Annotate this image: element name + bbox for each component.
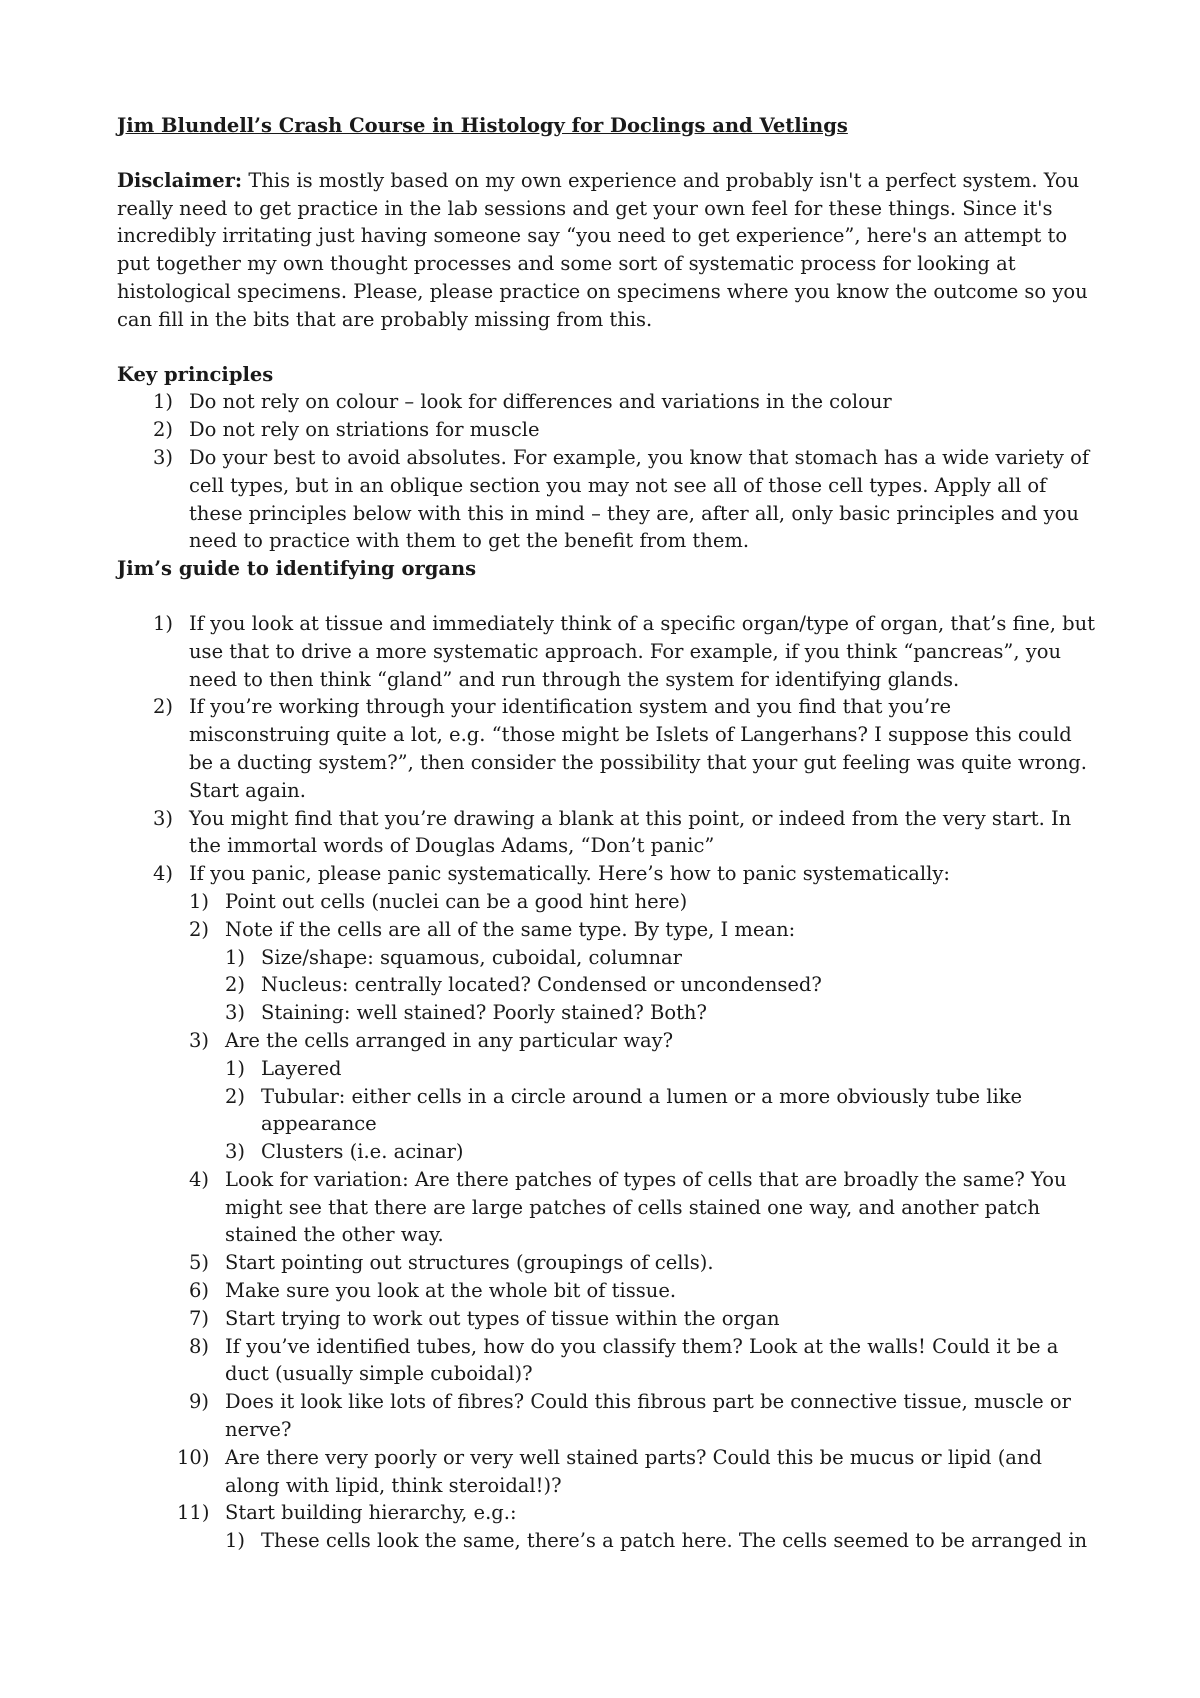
key-principles-heading: Key principles [117,362,274,386]
list-item [117,693,1097,804]
list-number: 2) [153,418,174,442]
disclaimer-paragraph [117,167,1097,334]
type-criteria-list [225,944,1097,1027]
list-item [117,444,1097,555]
list-number: 3) [225,1001,246,1025]
list-item-text: These cells look the same, there’s a patch here. The cells seemed to be arranged in [261,1529,1088,1553]
list-item-text: Look for variation: Are there patches of types of cells that are broadly the same? You might see that there are large patches of cells stained one way, and another patch stained the other way. [225,1167,1067,1247]
list-number: 3) [153,806,174,830]
list-item [225,1055,1097,1083]
list-item [189,1305,1097,1333]
disclaimer-label: Disclaimer: [117,168,243,192]
list-item [189,1388,1097,1444]
list-item-text: Start trying to work out types of tissue within the organ [225,1306,780,1330]
list-item [189,916,1097,1027]
document-page [117,112,1097,1555]
list-item [117,416,1097,444]
list-number: 10) [177,1445,210,1469]
list-number: 1) [153,390,174,414]
list-number: 4) [153,862,174,886]
key-principles-list [117,388,1097,555]
list-item-text: If you’ve identified tubes, how do you classify them? Look at the walls! Could it be a duct (usually simple cuboidal)? [225,1334,1059,1386]
list-number: 5) [189,1251,210,1275]
list-item [117,805,1097,861]
list-item-text: If you’re working through your identification system and you find that you’re misconstruing quite a lot, e.g. “those might be Islets of Langerhans? I suppose this could be a ducting system?”, then consider the possibility that your gut feeling was quite wrong. Start again. [189,695,1087,802]
list-item [225,1527,1097,1555]
list-item-text: If you look at tissue and immediately think of a specific organ/type of organ, that’s fine, but use that to drive a more systematic approach. For example, if you think “pancreas”, you need to then think “gland” and run through the system for identifying glands. [189,611,1095,691]
list-number: 2) [153,695,174,719]
list-item-text: Layered [261,1056,342,1080]
list-item [225,944,1097,972]
list-item-text: Do not rely on colour – look for differences and variations in the colour [189,390,892,414]
list-item [189,1249,1097,1277]
list-item [225,1138,1097,1166]
list-number: 11) [177,1501,210,1525]
list-item-text: Clusters (i.e. acinar) [261,1140,464,1164]
list-item [189,1333,1097,1389]
list-item-text: Does it look like lots of fibres? Could this fibrous part be connective tissue, muscle or nerve? [225,1390,1071,1442]
list-item-text: Staining: well stained? Poorly stained? Both? [261,1001,707,1025]
list-number: 1) [225,945,246,969]
list-item-text: Tubular: either cells in a circle around a lumen or a more obviously tube like appearance [261,1084,1023,1136]
list-item-text: Do not rely on striations for muscle [189,418,540,442]
list-item-text: Start building hierarchy, e.g.: [225,1501,517,1525]
list-number: 7) [189,1306,210,1330]
list-number: 3) [153,445,174,469]
panic-steps-list [177,888,1097,1555]
guide-heading: Jim’s guide to identifying organs [117,557,477,581]
document-title: Jim Blundell’s Crash Course in Histology for Doclings and Vetlings [117,114,848,137]
list-item-text: Nucleus: centrally located? Condensed or uncondensed? [261,973,822,997]
list-number: 3) [189,1028,210,1052]
list-number: 1) [225,1529,246,1553]
list-item-text: You might find that you’re drawing a blank at this point, or indeed from the very start. In the immortal words of Douglas Adams, “Don’t panic” [189,806,1072,858]
list-item-text: Note if the cells are all of the same type. By type, I mean: [225,917,796,941]
list-number: 3) [225,1140,246,1164]
list-item-text: Start pointing out structures (groupings of cells). [225,1251,714,1275]
list-item [189,1277,1097,1305]
hierarchy-list [225,1527,1097,1555]
list-item [117,860,1097,1555]
list-number: 1) [153,611,174,635]
list-item-text: Point out cells (nuclei can be a good hint here) [225,889,688,913]
list-number: 1) [189,889,210,913]
disclaimer-text: This is mostly based on my own experience and probably isn't a perfect system. You really need to get practice in the lab sessions and get your own feel for these things. Since it's incredibly irritating just having someone say “you need to get experience”, here's an attempt to put together my own thought processes and some sort of systematic process for looking at histological specimens. Please, please practice on specimens where you know the outcome so you can fill in the bits that are probably missing from this. [117,168,1088,331]
list-item-text: Do your best to avoid absolutes. For example, you know that stomach has a wide variety of cell types, but in an oblique section you may not see all of those cell types. Apply all of these principles below with this in mind – they are, after all, only basic principles and you need to practice with them to get the benefit from them. [189,445,1090,553]
list-item [177,1499,1097,1555]
list-number: 2) [225,1084,246,1108]
list-item [117,388,1097,416]
list-number: 1) [225,1056,246,1080]
list-number: 4) [189,1167,210,1191]
list-item-text: Are there very poorly or very well stained parts? Could this be mucus or lipid (and along with lipid, think steroidal!)? [225,1445,1042,1497]
guide-list [117,610,1097,1555]
list-item [117,610,1097,693]
list-item [225,1083,1097,1139]
list-item [189,1166,1097,1249]
arrangements-list [225,1055,1097,1166]
list-number: 8) [189,1334,210,1358]
list-item [177,1444,1097,1500]
list-number: 2) [189,917,210,941]
list-item-text: Size/shape: squamous, cuboidal, columnar [261,945,682,969]
list-number: 6) [189,1279,210,1303]
list-item [189,1027,1097,1166]
list-item-text: Are the cells arranged in any particular way? [225,1028,674,1052]
list-item [225,999,1097,1027]
list-item-text: Make sure you look at the whole bit of tissue. [225,1279,677,1303]
list-item [225,971,1097,999]
list-number: 9) [189,1390,210,1414]
list-item-text: If you panic, please panic systematically. Here’s how to panic systematically: [189,862,950,886]
list-number: 2) [225,973,246,997]
list-item [189,888,1097,916]
